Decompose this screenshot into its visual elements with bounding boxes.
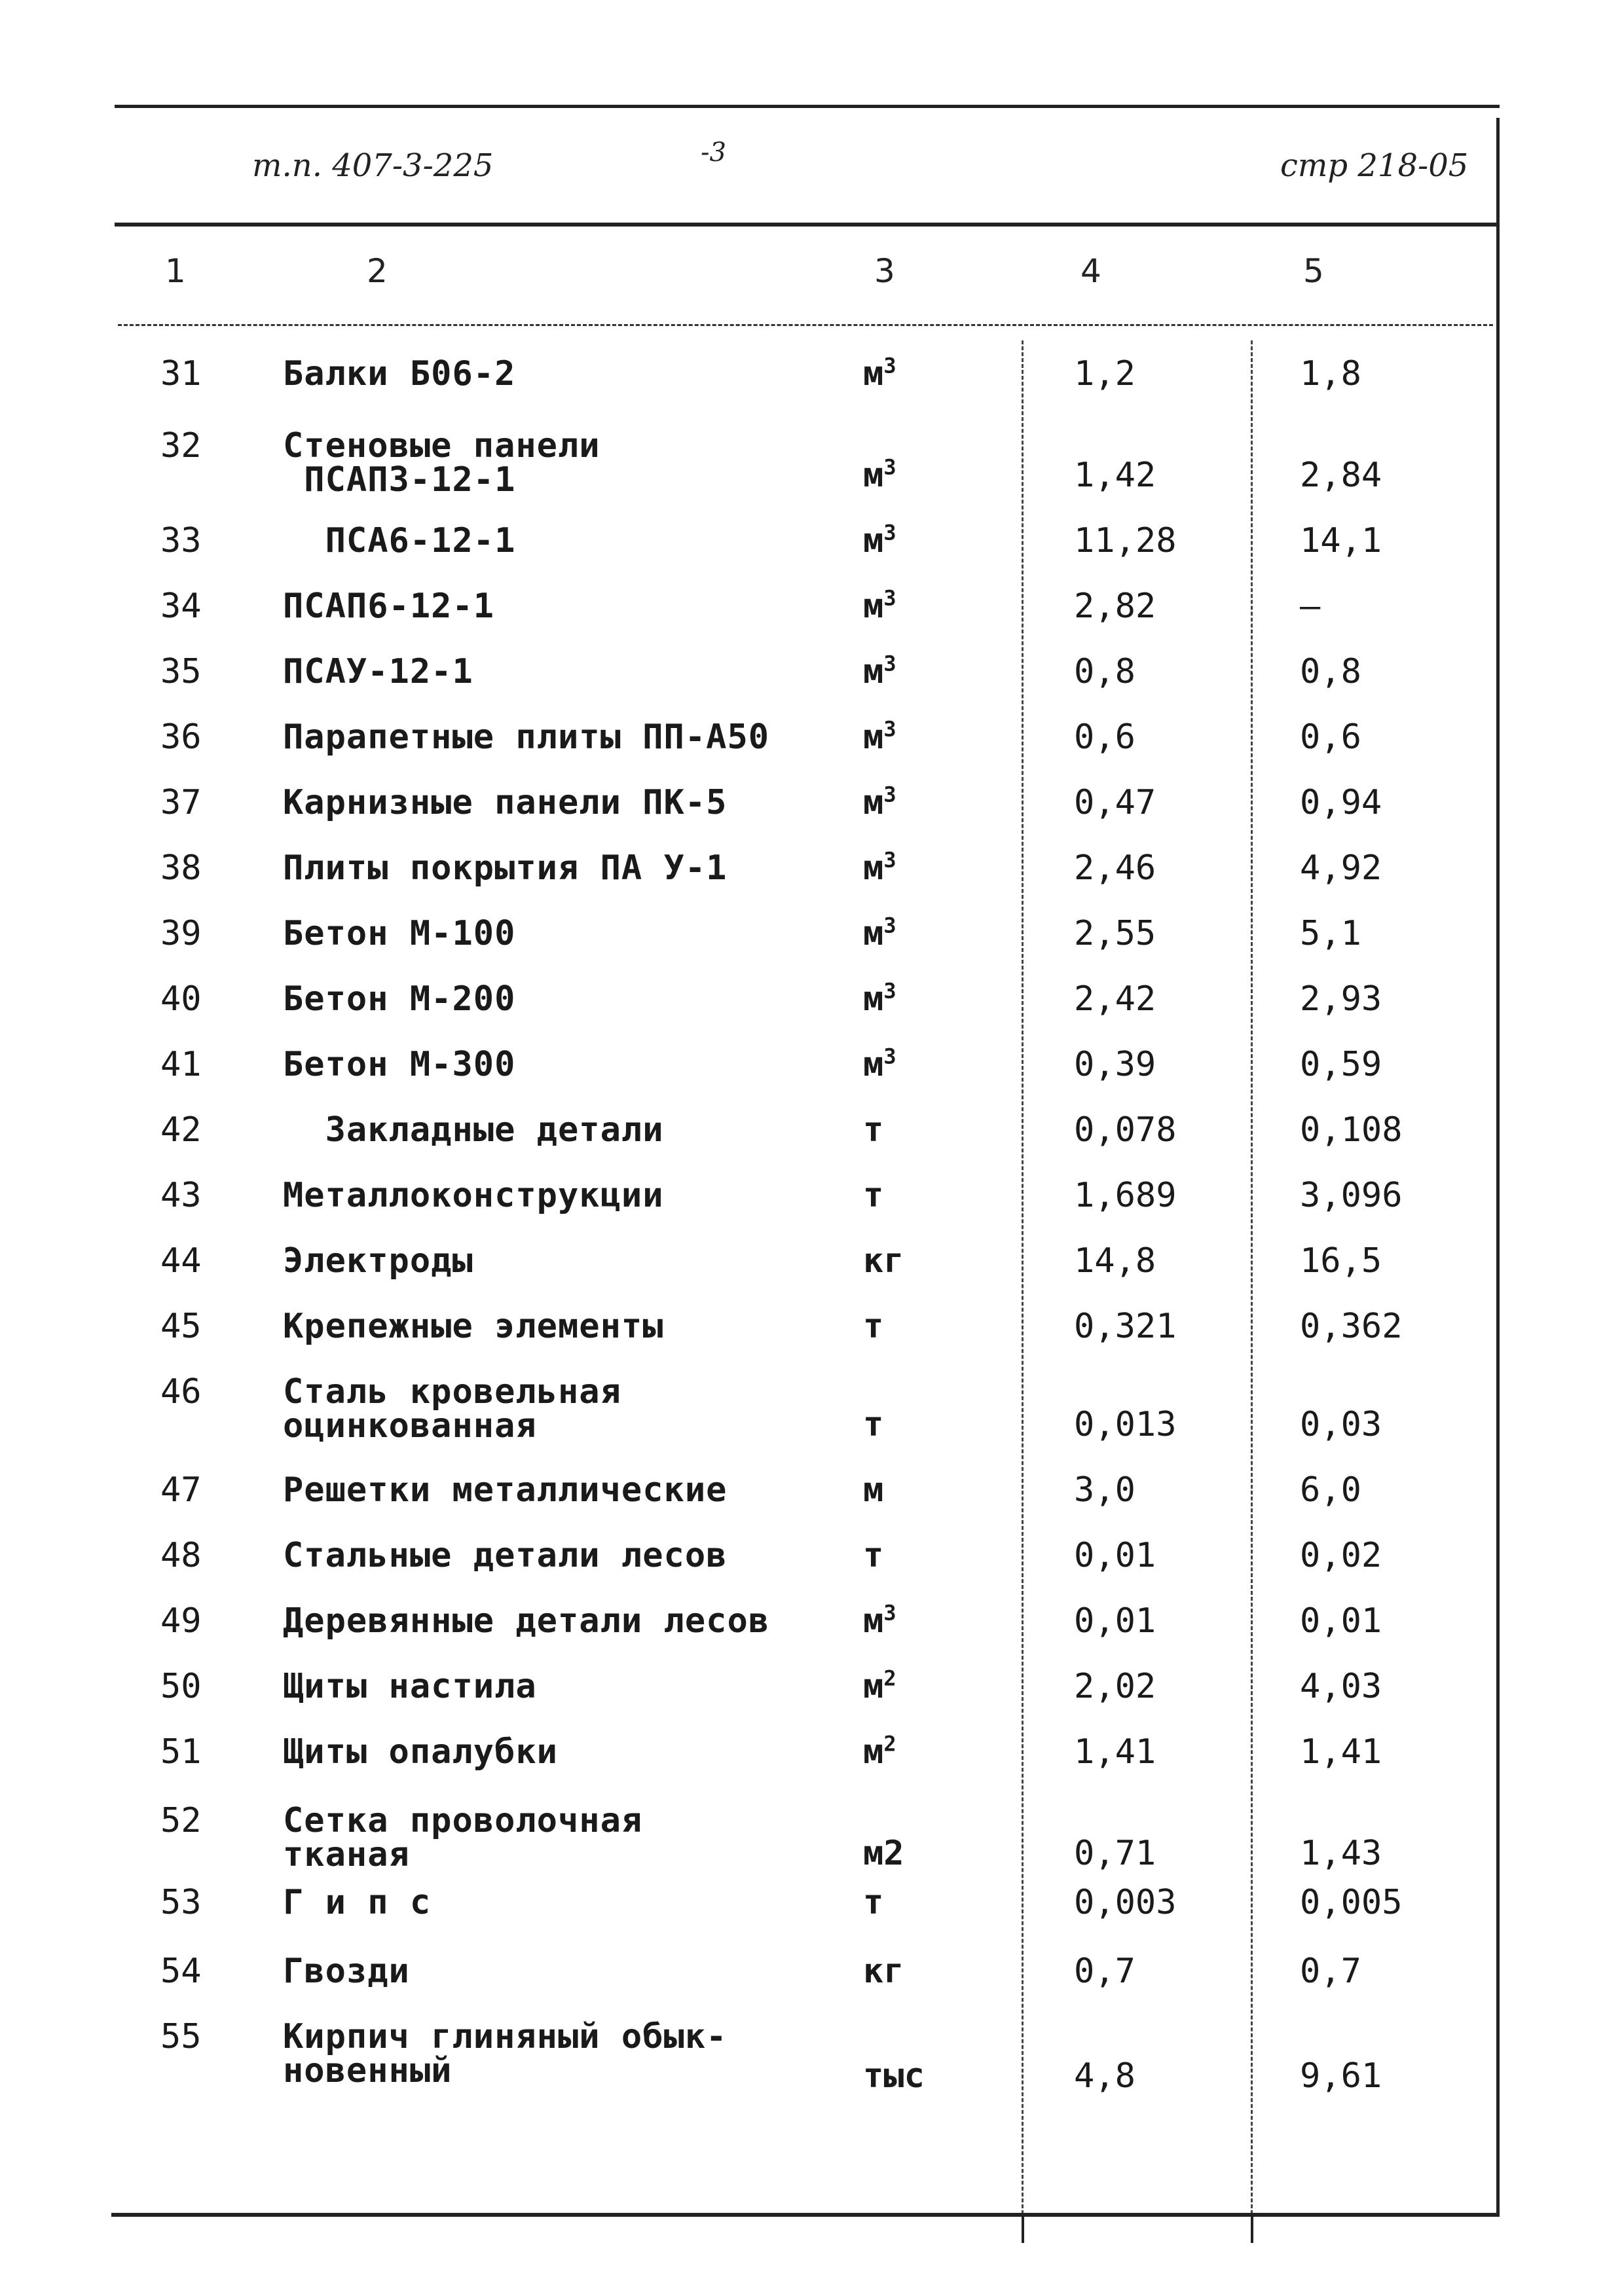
quantity-col5: 4,92	[1300, 848, 1382, 888]
row-number: 51	[160, 1732, 202, 1772]
unit: тыс	[863, 2056, 925, 2096]
quantity-col5: 16,5	[1300, 1241, 1382, 1281]
row-number: 37	[160, 783, 202, 822]
unit: т	[863, 1110, 884, 1150]
column-separator-4	[1022, 340, 1024, 2226]
unit: м	[863, 1470, 884, 1510]
quantity-col5: 0,03	[1300, 1405, 1382, 1444]
column-header-divider	[118, 324, 1493, 326]
quantity-col5: 0,94	[1300, 783, 1382, 822]
item-name: Карнизные панели ПК-5	[283, 783, 728, 822]
quantity-col4: 2,42	[1074, 979, 1156, 1019]
quantity-col5: 0,8	[1300, 652, 1361, 691]
item-name: Закладные детали	[283, 1110, 664, 1150]
unit: кг	[863, 1241, 904, 1281]
column-number-3: 3	[874, 252, 895, 290]
quantity-col5: 0,108	[1300, 1110, 1403, 1150]
row-number: 40	[160, 979, 202, 1019]
quantity-col4: 1,2	[1074, 354, 1135, 393]
quantity-col4: 0,39	[1074, 1045, 1156, 1084]
row-number: 39	[160, 914, 202, 953]
unit: $м^3$	[863, 847, 896, 888]
top-rule	[115, 105, 1500, 108]
quantity-col5: 1,43	[1300, 1834, 1382, 1873]
quantity-col4: 0,321	[1074, 1307, 1177, 1346]
quantity-col4: 0,01	[1074, 1601, 1156, 1641]
quantity-col4: 0,01	[1074, 1536, 1156, 1575]
column-number-1: 1	[165, 252, 186, 290]
quantity-col4: 0,7	[1074, 1952, 1135, 1991]
header-rule	[115, 223, 1500, 227]
quantity-col5: 2,84	[1300, 456, 1382, 495]
row-number: 43	[160, 1176, 202, 1215]
row-number: 50	[160, 1667, 202, 1706]
quantity-col5: 0,6	[1300, 718, 1361, 757]
item-name: Г и п с	[283, 1883, 432, 1922]
quantity-col5: 0,01	[1300, 1601, 1382, 1641]
unit: $м^2$	[863, 1731, 896, 1772]
unit: $м^3$	[863, 454, 896, 495]
quantity-col5: 5,1	[1300, 914, 1361, 953]
quantity-col4: 14,8	[1074, 1241, 1156, 1281]
unit: т	[863, 1536, 884, 1575]
item-name: Электроды	[283, 1241, 473, 1281]
quantity-col4: 0,013	[1074, 1405, 1177, 1444]
item-name: ПСА6-12-1	[283, 521, 516, 560]
item-name: Деревянные детали лесов	[283, 1601, 770, 1641]
quantity-col5: 0,59	[1300, 1045, 1382, 1084]
item-name: Кирпич глиняный обык- новенный	[283, 2017, 728, 2090]
item-name: Плиты покрытия ПА У-1	[283, 848, 728, 888]
item-name: Металлоконструкции	[283, 1176, 664, 1215]
row-number: 54	[160, 1952, 202, 1991]
quantity-col5: 1,41	[1300, 1732, 1382, 1772]
unit: $м^3$	[863, 1044, 896, 1084]
quantity-col4: 0,6	[1074, 718, 1135, 757]
row-number: 41	[160, 1045, 202, 1084]
column-number-4: 4	[1080, 252, 1101, 290]
document-code-left: т.п. 407-3-225	[252, 147, 494, 184]
row-number: 46	[160, 1372, 202, 1412]
unit: $м^2$	[863, 1666, 896, 1706]
header-center-mark: -3	[701, 137, 726, 168]
item-name: Сталь кровельная оцинкованная	[283, 1372, 621, 1446]
row-number: 35	[160, 652, 202, 691]
row-number: 45	[160, 1307, 202, 1346]
unit: т	[863, 1176, 884, 1215]
item-name: Парапетные плиты ПП-А50	[283, 718, 770, 757]
quantity-col4: 2,55	[1074, 914, 1156, 953]
quantity-col4: 1,689	[1074, 1176, 1177, 1215]
item-name: Щиты опалубки	[283, 1732, 558, 1772]
quantity-col4: 0,71	[1074, 1834, 1156, 1873]
quantity-col5: 4,03	[1300, 1667, 1382, 1706]
bottom-tick-5	[1251, 2217, 1253, 2243]
column-number-5: 5	[1303, 252, 1324, 290]
unit: $м^3$	[863, 782, 896, 822]
quantity-col5: 3,096	[1300, 1176, 1403, 1215]
quantity-col4: 0,003	[1074, 1883, 1177, 1922]
row-number: 52	[160, 1801, 202, 1840]
row-number: 36	[160, 718, 202, 757]
quantity-col5: 2,93	[1300, 979, 1382, 1019]
quantity-col5: 14,1	[1300, 521, 1382, 560]
item-name: Бетон М-100	[283, 914, 516, 953]
item-name: ПСАУ-12-1	[283, 652, 473, 691]
quantity-col5: –	[1300, 587, 1321, 626]
unit: т	[863, 1883, 884, 1922]
item-name: Щиты настила	[283, 1667, 537, 1706]
unit: $м^3$	[863, 585, 896, 626]
quantity-col5: 0,7	[1300, 1952, 1361, 1991]
quantity-col4: 3,0	[1074, 1470, 1135, 1510]
row-number: 42	[160, 1110, 202, 1150]
row-number: 53	[160, 1883, 202, 1922]
item-name: Балки Б06-2	[283, 354, 516, 393]
unit: м2	[863, 1834, 904, 1873]
row-number: 44	[160, 1241, 202, 1281]
unit: т	[863, 1405, 884, 1444]
row-number: 47	[160, 1470, 202, 1510]
row-number: 31	[160, 354, 202, 393]
quantity-col4: 0,078	[1074, 1110, 1177, 1150]
row-number: 49	[160, 1601, 202, 1641]
quantity-col5: 1,8	[1300, 354, 1361, 393]
quantity-col4: 0,8	[1074, 652, 1135, 691]
item-name: Бетон М-300	[283, 1045, 516, 1084]
unit: $м^3$	[863, 353, 896, 393]
item-name: ПСАП6-12-1	[283, 587, 495, 626]
document-code-right: стр 218-05	[1280, 147, 1469, 184]
quantity-col4: 0,47	[1074, 783, 1156, 822]
right-border	[1496, 118, 1500, 2213]
item-name: Гвозди	[283, 1952, 410, 1991]
row-number: 48	[160, 1536, 202, 1575]
item-name: Стальные детали лесов	[283, 1536, 728, 1575]
quantity-col5: 6,0	[1300, 1470, 1361, 1510]
column-separator-5	[1251, 340, 1253, 2226]
quantity-col4: 1,41	[1074, 1732, 1156, 1772]
item-name: Крепежные элементы	[283, 1307, 664, 1346]
row-number: 55	[160, 2017, 202, 2056]
bottom-rule	[111, 2213, 1500, 2217]
item-name: Решетки металлические	[283, 1470, 728, 1510]
quantity-col4: 11,28	[1074, 521, 1177, 560]
item-name: Бетон М-200	[283, 979, 516, 1019]
item-name: Сетка проволочная тканая	[283, 1801, 643, 1874]
quantity-col4: 2,82	[1074, 587, 1156, 626]
unit: $м^3$	[863, 651, 896, 691]
unit: $м^3$	[863, 978, 896, 1019]
quantity-col5: 0,02	[1300, 1536, 1382, 1575]
quantity-col5: 0,362	[1300, 1307, 1403, 1346]
unit: $м^3$	[863, 1600, 896, 1641]
unit: кг	[863, 1952, 904, 1991]
row-number: 32	[160, 426, 202, 465]
row-number: 34	[160, 587, 202, 626]
unit: $м^3$	[863, 520, 896, 560]
unit: $м^3$	[863, 716, 896, 757]
quantity-col5: 9,61	[1300, 2056, 1382, 2096]
quantity-col4: 2,02	[1074, 1667, 1156, 1706]
unit: $м^3$	[863, 913, 896, 953]
quantity-col4: 2,46	[1074, 848, 1156, 888]
quantity-col4: 1,42	[1074, 456, 1156, 495]
unit: т	[863, 1307, 884, 1346]
quantity-col5: 0,005	[1300, 1883, 1403, 1922]
bottom-tick-4	[1022, 2217, 1024, 2243]
item-name: Стеновые панели ПСАПЗ-12-1	[283, 426, 600, 500]
quantity-col4: 4,8	[1074, 2056, 1135, 2096]
row-number: 33	[160, 521, 202, 560]
column-number-2: 2	[367, 252, 388, 290]
row-number: 38	[160, 848, 202, 888]
